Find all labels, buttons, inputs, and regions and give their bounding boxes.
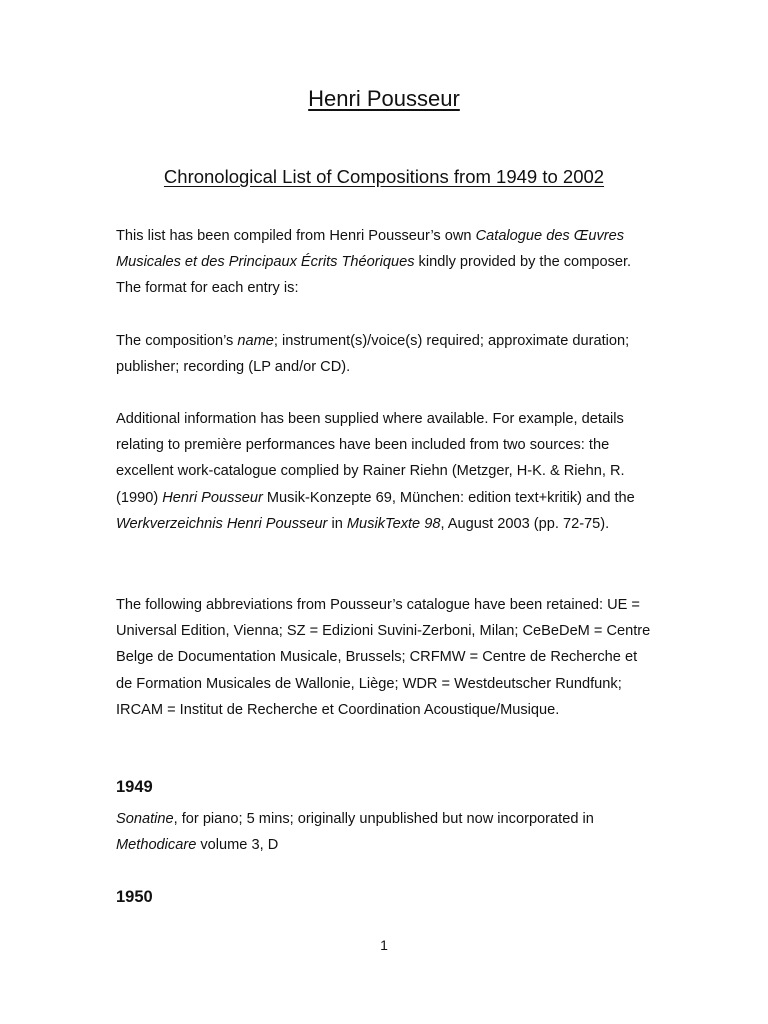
page-number: 1 [380,937,388,953]
abbreviations-paragraph: The following abbreviations from Pousseur’s catalogue have been retained: UE = Universal Edition, Vienna; SZ = Edizioni Suvini-Zerboni, Milan; CeBeDeM = Centre Belge de Documentation Musicale, Brussels; CRFMW = Centre de Recherche et de Formation Musicales de Wallonie, Liège; WDR = Westdeutscher Rundfunk; IRCAM = Institut de Recherche et Coordination Acoustique/Musique. [116,597,651,718]
composition-name: Sonatine [116,811,174,827]
composition-details-b: volume 3, D [196,837,279,854]
format-name: name [237,333,274,349]
intro-text-b: kindly provided by the composer. The format for each entry is: [116,254,632,297]
format-text-a: The composition’s [116,333,238,349]
musiktexte-title: MusikTexte 98 [346,515,441,532]
composition-details-a: , for piano; 5 mins; originally unpublished but now incorporated in [173,811,594,827]
additional-text-c: in [327,515,347,532]
year-heading-1949: 1949 [116,778,153,796]
additional-text-b: Musik-Konzepte 69, München: edition text+kritik) and the [262,489,635,506]
additional-info-paragraph [116,406,656,537]
intro-paragraph [116,223,656,302]
book-title: Henri Pousseur [162,489,263,506]
intro-text-a: This list has been compiled from Henri Pousseur’s own [116,228,476,244]
format-text-b: ; instrument(s)/voice(s) required; approximate duration; publisher; recording (LP and/or CD). [116,333,630,376]
composition-entry [116,806,656,858]
additional-text-a: Additional information has been supplied where available. For example, details relating to première performances have been included from two sources: the excellent work-catalogue complied by Rainer Riehn (Metzger, H-K. & Riehn, R. (1990) [116,411,625,506]
catalogue-title: Catalogue des Œuvres Musicales et des Principaux Écrits Théoriques [116,228,625,271]
format-paragraph [116,328,656,380]
additional-text-d: , August 2003 (pp. 72-75). [440,515,610,532]
document-title: Henri Pousseur [308,86,460,111]
werkverzeichnis-title: Werkverzeichnis Henri Pousseur [116,515,328,532]
year-heading-1950: 1950 [116,888,153,906]
document-subtitle: Chronological List of Compositions from 1949 to 2002 [163,166,605,187]
methodicare-title: Methodicare [116,837,197,854]
